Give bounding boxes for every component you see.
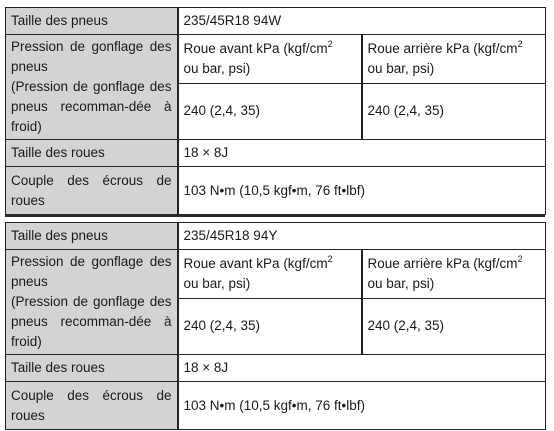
wheel-nut-torque-value: 103 N•m (10,5 kgf•m, 76 ft•lbf) xyxy=(178,382,546,430)
wheel-size-label: Taille des roues xyxy=(6,355,178,382)
front-wheel-header xyxy=(178,35,362,84)
front-wheel-header-sup: 2 xyxy=(327,38,333,49)
wheel-nut-torque-label: Couple des écrous de roues xyxy=(6,167,178,215)
rear-wheel-header-text: Roue arrière kPa (kgf/cm xyxy=(367,40,518,56)
rear-wheel-header xyxy=(362,35,546,84)
front-wheel-header-tail: ou bar, psi) xyxy=(183,60,251,76)
rear-wheel-header-text: Roue arrière kPa (kgf/cm xyxy=(367,255,518,271)
table-row xyxy=(6,382,546,430)
tire-size-label: Taille des pneus xyxy=(6,223,178,250)
wheel-size-value: 18 × 8J xyxy=(178,355,546,382)
pressure-label xyxy=(6,250,178,355)
wheel-size-value: 18 × 8J xyxy=(178,140,546,167)
front-wheel-header xyxy=(178,250,362,299)
rear-wheel-header-tail: ou bar, psi) xyxy=(367,275,435,291)
front-wheel-header-sup: 2 xyxy=(327,253,333,264)
table-row xyxy=(6,8,546,35)
wheel-nut-torque-label: Couple des écrous de roues xyxy=(6,382,178,430)
table-row xyxy=(6,355,546,382)
front-wheel-pressure: 240 (2,4, 35) xyxy=(178,83,362,139)
pressure-label-main: Pression de gonflage des pneus xyxy=(11,254,172,289)
rear-wheel-header-sup: 2 xyxy=(517,253,523,264)
tire-size-label: Taille des pneus xyxy=(6,8,178,35)
wheel-nut-torque-value: 103 N•m (10,5 kgf•m, 76 ft•lbf) xyxy=(178,167,546,215)
rear-wheel-pressure: 240 (2,4, 35) xyxy=(362,298,546,354)
table-row xyxy=(6,167,546,215)
table-row xyxy=(6,250,546,299)
table-row xyxy=(6,140,546,167)
section-divider xyxy=(5,214,545,217)
tire-spec-table-w xyxy=(5,7,546,215)
rear-wheel-header-sup: 2 xyxy=(517,38,523,49)
front-wheel-pressure: 240 (2,4, 35) xyxy=(178,298,362,354)
pressure-label xyxy=(6,35,178,140)
tire-spec-table-y xyxy=(5,222,546,430)
rear-wheel-pressure: 240 (2,4, 35) xyxy=(362,83,546,139)
pressure-label-note: (Pression de gonflage des pneus recomman-dée à froid) xyxy=(11,79,172,134)
front-wheel-header-text: Roue avant kPa (kgf/cm xyxy=(183,40,328,56)
front-wheel-header-text: Roue avant kPa (kgf/cm xyxy=(183,255,328,271)
wheel-size-label: Taille des roues xyxy=(6,140,178,167)
pressure-label-main: Pression de gonflage des pneus xyxy=(11,39,172,74)
tire-size-value: 235/45R18 94W xyxy=(178,8,546,35)
table-row xyxy=(6,223,546,250)
rear-wheel-header-tail: ou bar, psi) xyxy=(367,60,435,76)
tire-size-value: 235/45R18 94Y xyxy=(178,223,546,250)
rear-wheel-header xyxy=(362,250,546,299)
front-wheel-header-tail: ou bar, psi) xyxy=(183,275,251,291)
table-row xyxy=(6,35,546,84)
pressure-label-note: (Pression de gonflage des pneus recomman-dée à froid) xyxy=(11,294,172,349)
